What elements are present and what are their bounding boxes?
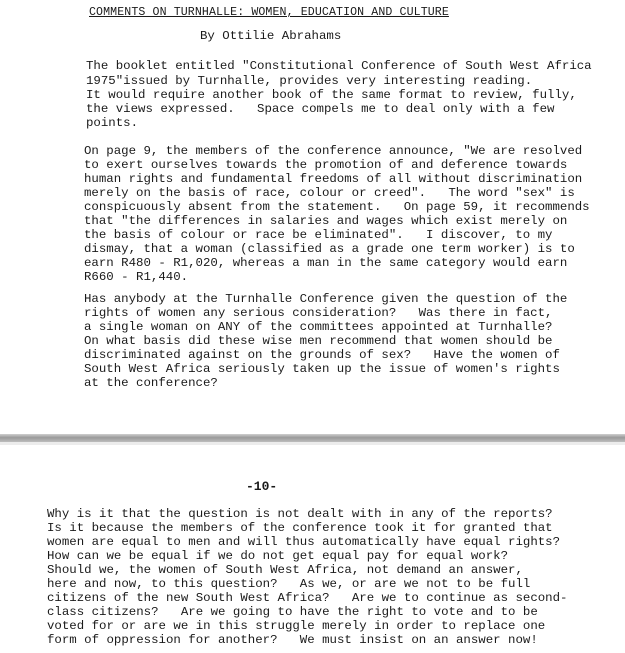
text-line: On page 9, the members of the conference announce, "We are resolved bbox=[84, 144, 583, 158]
text-line: discriminated against on the grounds of sex? Have the women of bbox=[84, 348, 560, 362]
text-line: class citizens? Are we going to have the right to vote and to be bbox=[47, 605, 538, 619]
text-line: voted for or are we in this struggle merely in order to replace one bbox=[47, 619, 546, 633]
text-line: R660 - R1,440. bbox=[84, 270, 189, 284]
text-line: 1975"issued by Turnhalle, provides very interesting reading. bbox=[86, 74, 533, 88]
text-line: conspicuously absent from the statement. On page 59, it recommends bbox=[84, 200, 590, 214]
text-line: merely on the basis of race, colour or creed". The word "sex" is bbox=[84, 186, 575, 200]
text-line: The booklet entitled "Constitutional Conference of South West Africa bbox=[86, 59, 592, 73]
article-heading: COMMENTS ON TURNHALLE: WOMEN, EDUCATION AND CULTURE bbox=[89, 6, 449, 19]
text-line: to exert ourselves towards the promotion of and deference towards bbox=[84, 158, 568, 172]
text-line: rights of women any serious consideration? Was there in fact, bbox=[84, 306, 553, 320]
text-line: the views expressed. Space compels me to deal only with a few bbox=[86, 102, 555, 116]
text-line: Has anybody at the Turnhalle Conference given the question of the bbox=[84, 292, 568, 306]
page-break-divider bbox=[0, 434, 625, 442]
page-number: -10- bbox=[246, 479, 278, 494]
text-line: women are equal to men and will thus automatically have equal rights? bbox=[47, 535, 561, 549]
text-line: It would require another book of the same format to review, fully, bbox=[86, 88, 577, 102]
author-byline: By Ottilie Abrahams bbox=[200, 29, 342, 43]
text-line: the basis of colour or race be eliminated". I discover, to my bbox=[84, 228, 553, 242]
text-line: points. bbox=[86, 116, 139, 130]
text-line: at the conference? bbox=[84, 376, 218, 390]
text-line: South West Africa seriously taken up the issue of women's rights bbox=[84, 362, 560, 376]
page-break-shadow bbox=[0, 442, 625, 445]
text-line: earn R480 - R1,020, whereas a man in the same category would earn bbox=[84, 256, 568, 270]
text-line: Why is it that the question is not dealt with in any of the reports? bbox=[47, 507, 553, 521]
text-line: dismay, that a woman (classified as a grade one term worker) is to bbox=[84, 242, 575, 256]
text-line: Is it because the members of the conference took it for granted that bbox=[47, 521, 553, 535]
text-line: On what basis did these wise men recommend that women should be bbox=[84, 334, 553, 348]
text-line: here and now, to this question? As we, or are we not to be full bbox=[47, 577, 531, 591]
text-line: citizens of the new South West Africa? Are we to continue as second- bbox=[47, 591, 568, 605]
text-line: How can we be equal if we do not get equal pay for equal work? bbox=[47, 549, 509, 563]
text-line: that "the differences in salaries and wages which exist merely on bbox=[84, 214, 568, 228]
text-line: Should we, the women of South West Africa, not demand an answer, bbox=[47, 563, 523, 577]
text-line: human rights and fundamental freedoms of all without discrimination bbox=[84, 172, 583, 186]
text-line: form of oppression for another? We must insist on an answer now! bbox=[47, 633, 538, 647]
text-line: a single woman on ANY of the committees appointed at Turnhalle? bbox=[84, 320, 553, 334]
